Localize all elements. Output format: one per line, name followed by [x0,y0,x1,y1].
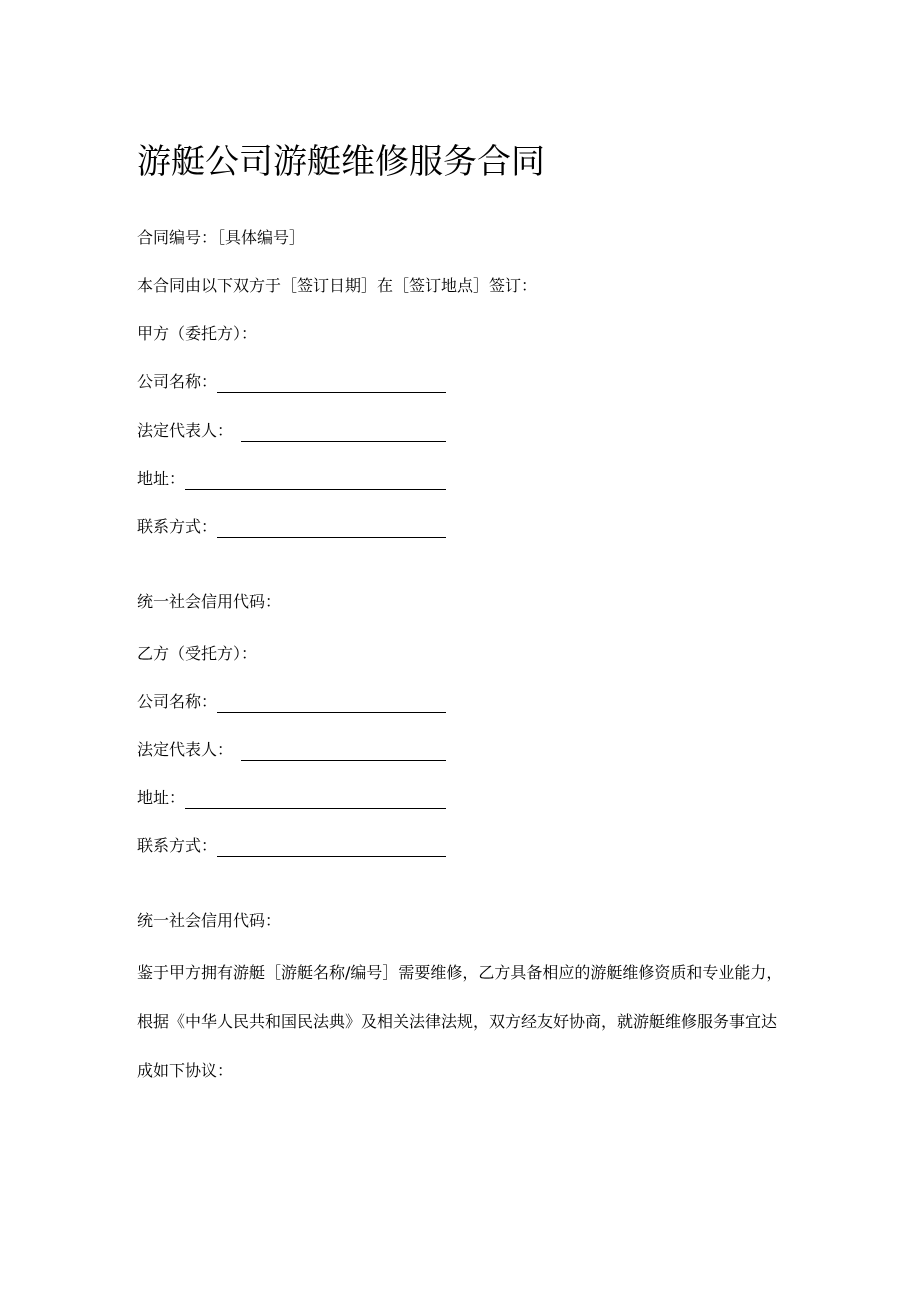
party-a-heading: 甲方（委托方）： [137,324,258,343]
party-a-rep-blank[interactable] [241,423,446,442]
party-b-address-field [137,787,446,809]
party-a-credit-code: 统一社会信用代码： [137,592,282,611]
party-a-contact-label: 联系方式： [137,517,218,536]
party-a-company-blank[interactable] [217,374,446,393]
party-b-contact-label: 联系方式： [137,836,218,855]
party-b-address-blank[interactable] [185,790,446,809]
party-b-address-label: 地址： [137,788,186,807]
party-b-rep-label: 法定代表人： [137,740,234,759]
party-b-heading: 乙方（受托方）： [137,644,258,663]
contract-number: 合同编号：［具体编号］ [137,228,306,247]
recital-paragraph: 鉴于甲方拥有游艇［游艇名称/编号］需要维修，乙方具备相应的游艇维修资质和专业能力，根据《中华人民共和国民法典》及相关法律法规，双方经友好协商，就游艇维修服务事宜达成如下协议： [137,963,783,1080]
party-b-contact-field [137,835,446,857]
document-title: 游艇公司游艇维修服务合同 [137,142,545,182]
party-a-rep-label: 法定代表人： [137,421,234,440]
party-b-company-label: 公司名称： [137,692,218,711]
party-a-rep-field [137,420,446,442]
party-b-company-field [137,691,446,713]
party-b-contact-blank[interactable] [217,838,446,857]
party-a-company-field [137,371,446,393]
party-b-rep-blank[interactable] [241,742,446,761]
party-b-credit-code: 统一社会信用代码： [137,911,282,930]
intro-line: 本合同由以下双方于［签订日期］在［签订地点］签订： [137,276,538,295]
party-a-contact-blank[interactable] [217,519,446,538]
party-a-address-field [137,468,446,490]
party-a-contact-field [137,516,446,538]
party-b-company-blank[interactable] [217,694,446,713]
party-a-address-blank[interactable] [185,471,446,490]
party-a-company-label: 公司名称： [137,372,218,391]
party-a-address-label: 地址： [137,469,186,488]
party-b-rep-field [137,739,446,761]
